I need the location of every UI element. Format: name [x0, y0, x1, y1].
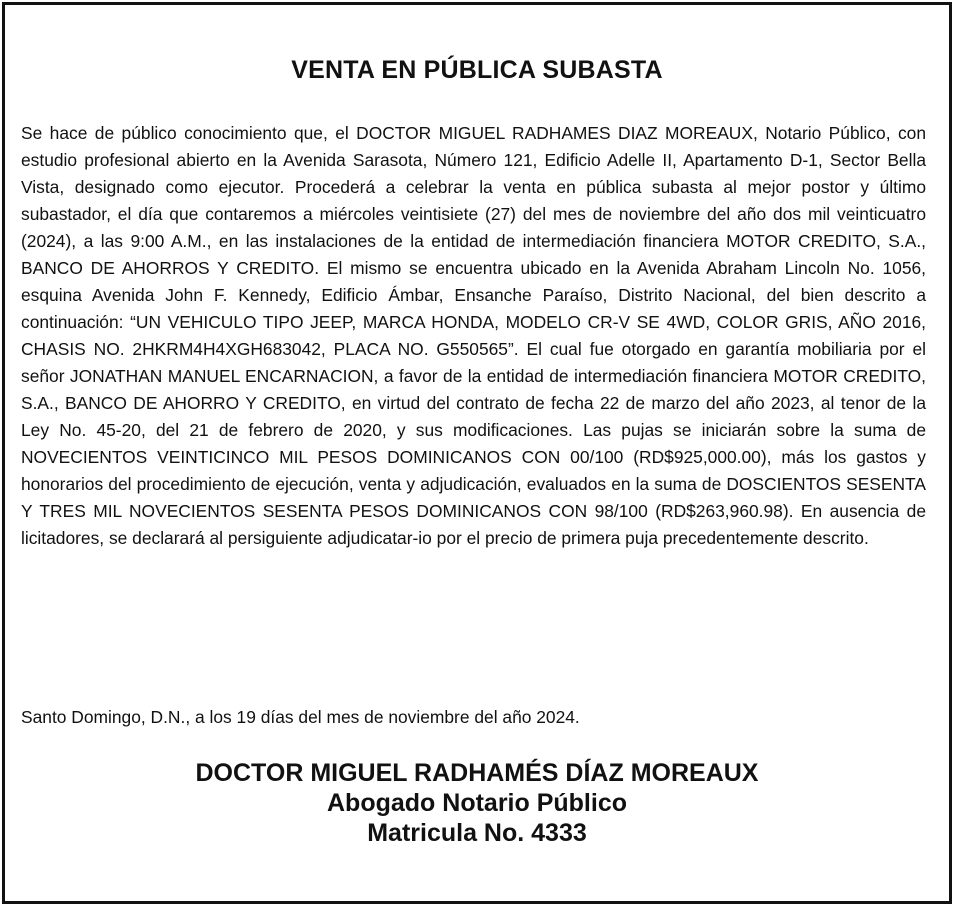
registration-number: Matricula No. 4333	[367, 819, 587, 847]
notice-title: VENTA EN PÚBLICA SUBASTA	[291, 56, 663, 84]
signatory-title: Abogado Notario Público	[327, 789, 627, 817]
signatory-name: DOCTOR MIGUEL RADHAMÉS DÍAZ MOREAUX	[195, 759, 759, 787]
notice-body: Se hace de público conocimiento que, el DOCTOR MIGUEL RADHAMES DIAZ MOREAUX, Notario Público, con estudio profesional abierto en la Avenida Sarasota, Número 121, Edificio Adelle II, Apartamento D-1, Sector Bella Vista, designado como ejecutor. Procederá a celebrar la venta en pública subasta al mejor postor y último subastador, el día que contaremos a miércoles veintisiete (27) del mes de noviembre del año dos mil veinticuatro (2024), a las 9:00 A.M., en las instalaciones de la entidad de intermediación financiera MOTOR CREDITO, S.A., BANCO DE AHORROS Y CREDITO. El mismo se encuentra ubicado en la Avenida Abraham Lincoln No. 1056, esquina Avenida John F. Kennedy, Edificio Ámbar, Ensanche Paraíso, Distrito Nacional, del bien descrito a continuación: “UN VEHICULO TIPO JEEP, MARCA HONDA, MODELO CR-V SE 4WD, COLOR GRIS, AÑO 2016, CHASIS NO. 2HKRM4H4XGH683042, PLACA NO. G550565”. El cual fue otorgado en garantía mobiliaria por el señor JONATHAN MANUEL ENCARNACION, a favor de la entidad de intermediación financiera MOTOR CREDITO, S.A., BANCO DE AHORRO Y CREDITO, en virtud del contrato de fecha 22 de marzo del año 2023, al tenor de la Ley No. 45-20, del 21 de febrero de 2020, y sus modificaciones. Las pujas se iniciarán sobre la suma de NOVECIENTOS VEINTICINCO MIL PESOS DOMINICANOS CON 00/100 (RD$925,000.00), más los gastos y honorarios del procedimiento de ejecución, venta y adjudicación, evaluados en la suma de DOSCIENTOS SESENTA Y TRES MIL NOVECIENTOS SESENTA PESOS DOMINICANOS CON 98/100 (RD$263,960.98). En ausencia de licitadores, se declarará al persiguiente adjudicatar-io por el precio de primera puja precedentemente descrito.	[21, 123, 926, 548]
place-date-line: Santo Domingo, D.N., a los 19 días del mes de noviembre del año 2024.	[21, 707, 580, 727]
